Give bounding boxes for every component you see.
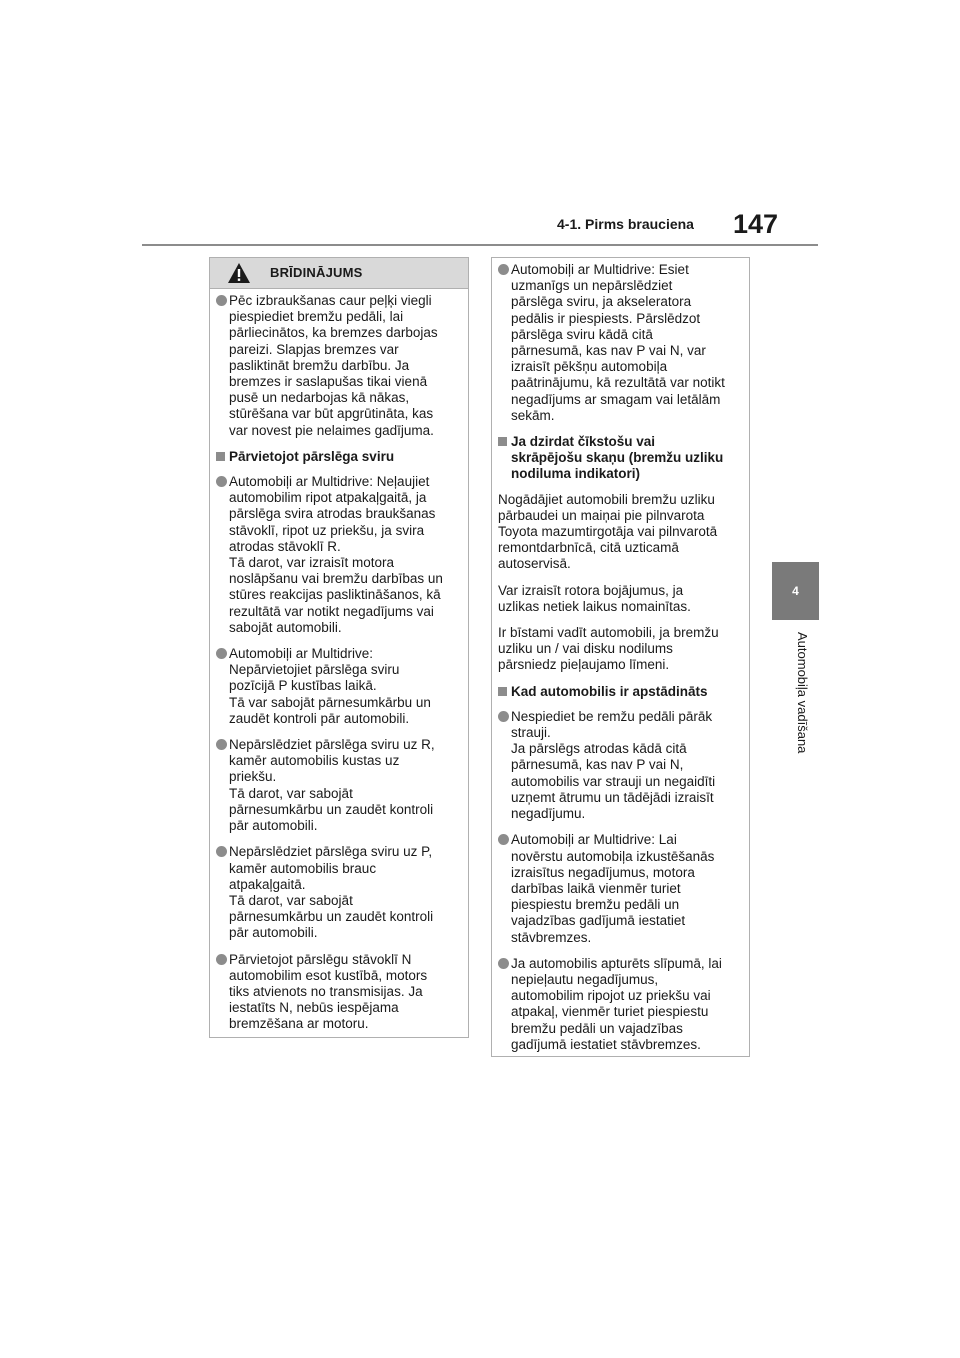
warning-box-continued (491, 257, 750, 1057)
text-line: strauji. (511, 725, 551, 741)
text-line: pareizi. Slapjas bremzes var (229, 341, 399, 357)
text-line: Nogādājiet automobili bremžu uzliku (498, 491, 715, 507)
text-line: pedālis ir piespiests. Pārslēdzot (511, 310, 701, 326)
text-line: Nepārslēdziet pārslēga sviru uz P, (229, 844, 433, 860)
text-line: pārnesumā, kas nav P vai N, (511, 757, 684, 773)
text-line: pārbaudei un maiņai pie pilnvarota (498, 507, 705, 523)
text-line: pārnesumkārbu un zaudēt kontroli (229, 801, 434, 817)
text-line: automobilim esot kustībā, motors (229, 967, 428, 983)
text-line: pārslēga sviru, ja akseleratora (511, 294, 692, 310)
text-line: kamēr automobilis kustas uz (229, 753, 400, 769)
text-line: zaudēt kontroli pār automobili. (229, 710, 410, 726)
text-line: stūres reakcijas pasliktināšanos, kā (229, 587, 441, 603)
text-line: automobilim ripot atpakaļgaitā, ja (229, 490, 427, 506)
text-line: negadījums ar smagam vai letālām (511, 391, 721, 407)
list-item (216, 737, 460, 834)
text-line: atpakaļgaitā. (229, 876, 306, 892)
text-line: uzmanīgs un nepārslēdziet (511, 278, 673, 294)
text-line: stāvoklī, ripot uz priekšu, ja svira (229, 522, 425, 538)
text-line: pārsniedz pieļaujamo līmeni. (498, 657, 670, 673)
text-line: Automobiļi ar Multidrive: Lai (511, 832, 677, 848)
list-item (216, 474, 460, 636)
text-line: nepieļautu negadījumus, (511, 971, 659, 987)
text-line: iestatīts N, nebūs iespējama (229, 1000, 399, 1016)
list-item (498, 262, 741, 424)
bullet-icon (216, 954, 227, 965)
text-line: priekšu. (229, 769, 277, 785)
text-line: gadījumā iestatiet stāvbremzes. (511, 1036, 701, 1052)
text-line: pārnesumkārbu un zaudēt kontroli (229, 909, 434, 925)
text-line: var novest pie nelaimes gadījuma. (229, 422, 434, 438)
text-line: sekām. (511, 407, 555, 423)
text-line: stūrēšana var būt apgrūtināta, kas (229, 406, 434, 422)
section-heading: Kad automobilis ir apstādināts (498, 684, 741, 700)
warning-box (209, 257, 469, 1038)
section-title: 4-1. Pirms brauciena (557, 216, 694, 232)
text-line: Toyota mazumtirgotāja vai pilnvarotā (498, 524, 718, 540)
text-line: piespiediet bremžu pedāli, lai (229, 309, 404, 325)
header-rule (142, 244, 818, 246)
text-line: automobilis var strauji un negaidīti (511, 773, 716, 789)
bullet-icon (216, 846, 227, 857)
text-line: Tā darot, var sabojāt (229, 785, 353, 801)
text-line: rezultātā var notikt negadījums vai (229, 603, 434, 619)
text-line: Pārvietojot pārslēgu stāvoklī N (229, 951, 412, 967)
square-bullet-icon (498, 687, 507, 696)
text-line: pasliktināt bremžu darbību. Ja (229, 357, 410, 373)
text-line: Var izraisīt rotora bojājumus, ja (498, 582, 684, 598)
text-line: kamēr automobilis brauc (229, 860, 377, 876)
list-item (498, 709, 741, 822)
text-line: Automobiļi ar Multidrive: (229, 646, 374, 662)
list-item (216, 952, 460, 1033)
bullet-icon (216, 648, 227, 659)
text-line: negadījumu. (511, 806, 586, 822)
text-line: pusē un nedarbojas kā nākas, (229, 390, 410, 406)
text-line: Automobiļi ar Multidrive: Esiet (511, 262, 689, 277)
text-line: pārliecinātos, ka bremzes darbojas (229, 325, 438, 341)
warning-triangle-icon (227, 262, 251, 284)
section-heading: Pārvietojot pārslēga sviru (216, 449, 460, 465)
text-line: Tā var sabojāt pārnesumkārbu un (229, 694, 431, 710)
text-line: piespiestu bremžu pedāli un (511, 897, 680, 913)
section-heading (498, 434, 741, 483)
list-item (216, 293, 460, 439)
paragraph (498, 583, 741, 615)
text-line: vajadzības gadījumā iestatiet (511, 913, 686, 929)
square-bullet-icon (216, 452, 225, 461)
text-line: novērstu automobiļa izkustēšanās (511, 848, 715, 864)
text-line: bremzēšana ar motoru. (229, 1016, 369, 1032)
text-line: Tā darot, var izraisīt motora (229, 555, 395, 571)
paragraph (498, 492, 741, 573)
bullet-icon (216, 739, 227, 750)
text-line: pārslēga sviru kādā citā (511, 326, 653, 342)
text-line: izraisītus negadījumus, motora (511, 864, 695, 880)
text-line: Ir bīstami vadīt automobili, ja bremžu (498, 625, 719, 641)
text-line: darbības laikā vienmēr turiet (511, 880, 681, 896)
text-line: izraisīt pēkšņu automobiļa (511, 359, 668, 375)
text-line: Pēc izbraukšanas caur peļķi viegli (229, 293, 432, 308)
text-line: pārslēga svira atrodas braukšanas (229, 506, 436, 522)
text-line: pārnesumā, kas nav P vai N, var (511, 343, 706, 359)
text-line: Automobiļi ar Multidrive: Neļaujiet (229, 474, 430, 490)
list-item (498, 956, 741, 1053)
text-line: Nepārvietojiet pārslēga sviru (229, 662, 400, 678)
text-line: Nepārslēdziet pārslēga sviru uz R, (229, 737, 435, 753)
text-line: bremzes ir saslapušas tikai vienā (229, 374, 428, 390)
text-line: bremžu pedāli un vajadzības (511, 1020, 683, 1036)
paragraph (498, 625, 741, 674)
chapter-title: Automobiļa vadīšana (795, 632, 810, 754)
warning-title: BRĪDINĀJUMS (270, 265, 363, 280)
text-line: automobilim ripojot uz priekšu vai (511, 988, 711, 1004)
text-line: tiks atvienots no transmisijas. Ja (229, 983, 423, 999)
text-line: Nespiediet be remžu pedāli pārāk (511, 708, 713, 724)
text-line: atpakaļ, vienmēr turiet piespiestu (511, 1004, 709, 1020)
text-line: uzliku un / vai disku nodilums (498, 641, 673, 657)
text-line: uzņemt ātrumu un tādējādi izraisīt (511, 789, 714, 805)
bullet-icon (498, 834, 509, 845)
bullet-icon (498, 711, 509, 722)
text-line: paātrinājumu, kā rezultātā var notikt (511, 375, 725, 391)
list-item (216, 844, 460, 941)
text-line: remontdarbnīcā, citā uzticamā (498, 540, 679, 556)
text-line: stāvbremzes. (511, 929, 592, 945)
text-line: uzlikas netiek laikus nomainītas. (498, 598, 691, 614)
text-line: pār automobili. (229, 818, 318, 834)
text-line: Ja automobilis apturēts slīpumā, lai (511, 955, 722, 971)
warning-header (210, 258, 468, 289)
chapter-tab: 4 (772, 562, 819, 620)
page-number: 147 (733, 209, 779, 239)
text-line: pozīcijā P kustības laikā. (229, 678, 377, 694)
text-line: atrodas stāvoklī R. (229, 538, 341, 554)
text-line: pār automobili. (229, 925, 318, 941)
list-item (498, 832, 741, 945)
bullet-icon (216, 295, 227, 306)
text-line: Tā darot, var sabojāt (229, 892, 353, 908)
text-line: nodiluma indikatori) (511, 466, 641, 482)
bullet-icon (216, 476, 227, 487)
text-line: sabojāt automobili. (229, 619, 342, 635)
text-line: Ja dzirdat čīkstošu vai (511, 434, 656, 450)
list-item (216, 646, 460, 727)
square-bullet-icon (498, 437, 507, 446)
text-line: skrāpējošu skaņu (bremžu uzliku (511, 450, 724, 466)
text-line: autoservisā. (498, 556, 571, 572)
text-line: Ja pārslēgs atrodas kādā citā (511, 741, 687, 757)
bullet-icon (498, 264, 509, 275)
text-line: noslāpšanu vai bremžu darbības un (229, 571, 443, 587)
bullet-icon (498, 958, 509, 969)
